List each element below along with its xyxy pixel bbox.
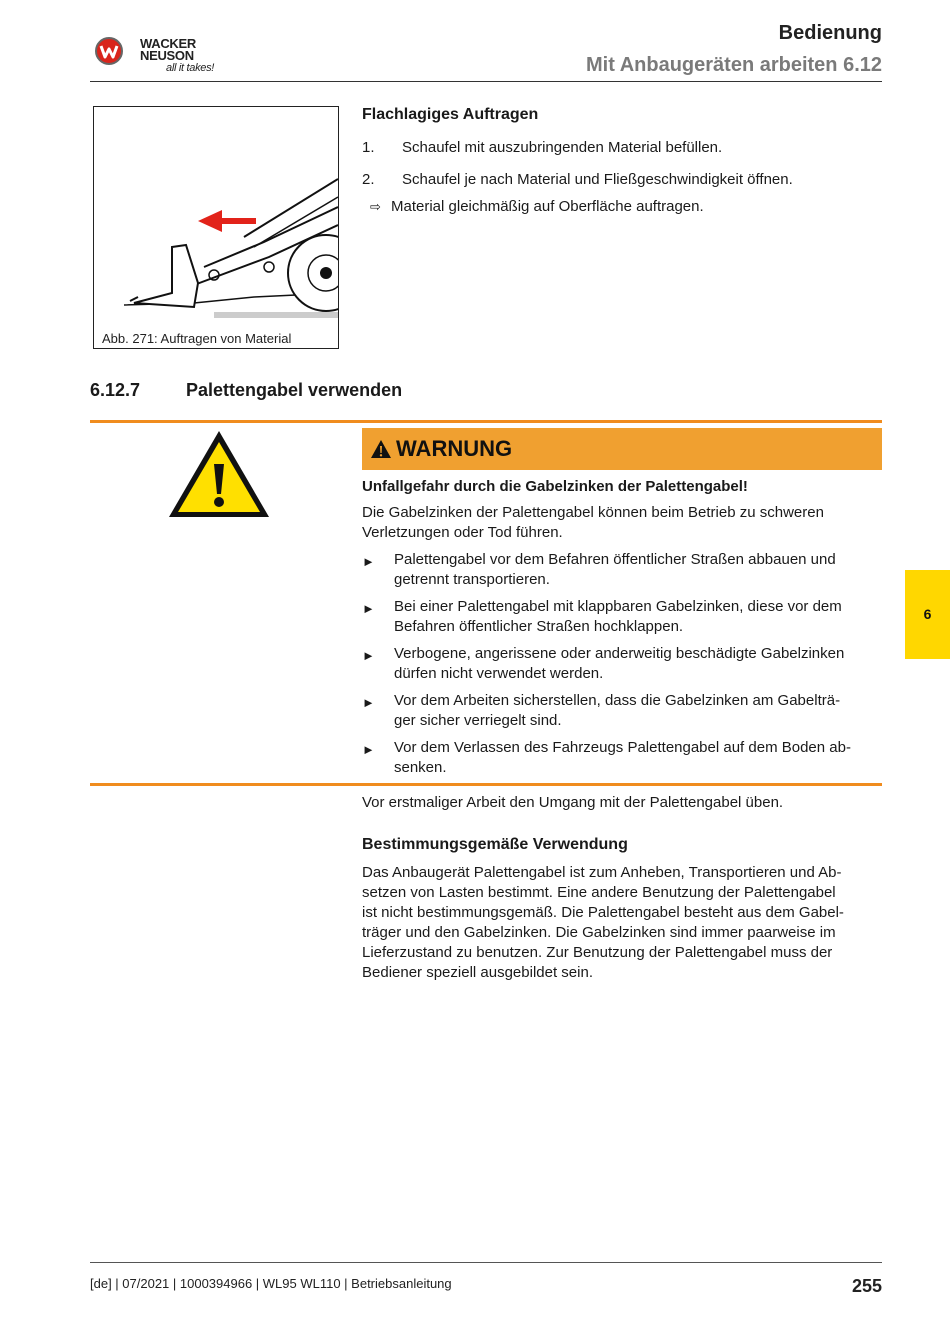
bullet-line: Befahren öffentlicher Straßen hochklappen. xyxy=(394,618,684,635)
bullet-line: Bei einer Palettengabel mit klappbaren Gabelzinken, diese vor dem xyxy=(394,598,842,615)
flat-heading: Flachlagiges Auftragen xyxy=(362,106,539,123)
step-number: 2. xyxy=(362,171,375,188)
intended-use-line: ist nicht bestimmungsgemäß. Die Palettengabel besteht aus dem Gabel- xyxy=(362,904,844,921)
bullet-arrow-icon: ► xyxy=(362,648,375,663)
intended-use-heading: Bestimmungsgemäße Verwendung xyxy=(362,836,628,853)
intended-use-line: setzen von Lasten bestimmt. Eine andere Benutzung der Palettengabel xyxy=(362,884,836,901)
header-section: Mit Anbaugeräten arbeiten 6.12 xyxy=(586,54,882,76)
step-1 xyxy=(362,138,882,158)
result-text: Material gleichmäßig auf Oberfläche auftragen. xyxy=(391,198,704,215)
warning-bullet xyxy=(362,644,882,684)
section-number: 6.12.7 xyxy=(90,380,141,400)
bullet-arrow-icon: ► xyxy=(362,601,375,616)
warning-label: WARNUNG xyxy=(396,436,513,461)
page-number: 255 xyxy=(851,1276,882,1296)
warning-bar xyxy=(362,428,882,470)
wacker-neuson-logo-icon xyxy=(94,36,134,76)
brand-text xyxy=(140,38,230,74)
result-arrow-icon: ⇨ xyxy=(370,199,381,214)
warning-bullet xyxy=(362,597,882,637)
intended-use-line: Bediener speziell ausgebildet sein. xyxy=(362,964,593,981)
warning-bullet xyxy=(362,550,882,590)
chapter-tab-label: 6 xyxy=(923,606,932,622)
bullet-line: senken. xyxy=(394,759,447,776)
section-title: Palettengabel verwenden xyxy=(186,380,403,400)
warning-top-rule xyxy=(90,420,882,423)
figure-frame xyxy=(93,106,339,349)
step-2 xyxy=(362,170,882,190)
bullet-line: getrennt transportieren. xyxy=(394,571,550,588)
footer-divider xyxy=(90,1262,882,1263)
bullet-line: ger sicher verriegelt sind. xyxy=(394,712,562,729)
brand-tagline: all it takes! xyxy=(166,62,215,74)
chapter-tab xyxy=(905,570,950,659)
loader-illustration xyxy=(94,107,338,348)
bullet-line: dürfen nicht verwendet werden. xyxy=(394,665,604,682)
bullet-arrow-icon: ► xyxy=(362,742,375,757)
header-chapter: Bedienung xyxy=(778,22,882,44)
warning-bullet xyxy=(362,738,882,778)
practice-note: Vor erstmaliger Arbeit den Umgang mit der Palettengabel üben. xyxy=(362,794,784,811)
bullet-line: Vor dem Verlassen des Fahrzeugs Palettengabel auf dem Boden ab- xyxy=(394,739,851,756)
bullet-arrow-icon: ► xyxy=(362,695,375,710)
warning-small-icon xyxy=(370,439,392,459)
step-text: Schaufel mit auszubringenden Material befüllen. xyxy=(402,139,723,156)
warning-body-line-2: Verletzungen oder Tod führen. xyxy=(362,524,563,541)
bullet-line: Verbogene, angerissene oder anderweitig beschädigte Gabelzinken xyxy=(394,645,845,662)
warning-triangle-icon xyxy=(166,428,272,520)
bullet-arrow-icon: ► xyxy=(362,554,375,569)
warning-bottom-rule xyxy=(90,783,882,786)
figure-caption: Abb. 271: Auftragen von Material xyxy=(102,331,292,346)
intended-use-line: Das Anbaugerät Palettengabel ist zum Anheben, Transportieren und Ab- xyxy=(362,864,842,881)
intended-use-line: träger und den Gabelzinken. Die Gabelzinken sind immer paarweise im xyxy=(362,924,836,941)
intended-use-line: Lieferzustand zu benutzen. Zur Benutzung der Palettengabel muss der xyxy=(362,944,833,961)
header-divider xyxy=(90,81,882,82)
step-text: Schaufel je nach Material und Fließgeschwindigkeit öffnen. xyxy=(402,171,793,188)
brand-name: WACKER NEUSON xyxy=(140,36,196,63)
bullet-line: Vor dem Arbeiten sicherstellen, dass die Gabelzinken am Gabelträ- xyxy=(394,692,841,709)
warning-headline: Unfallgefahr durch die Gabelzinken der Palettengabel! xyxy=(362,478,748,495)
footer-text: [de] | 07/2021 | 1000394966 | WL95 WL110 | Betriebsanleitung xyxy=(90,1276,452,1291)
bullet-line: Palettengabel vor dem Befahren öffentlicher Straßen abbauen und xyxy=(394,551,836,568)
step-result xyxy=(362,197,882,217)
step-number: 1. xyxy=(362,139,375,156)
warning-bullet xyxy=(362,691,882,731)
warning-body-line-1: Die Gabelzinken der Palettengabel können beim Betrieb zu schweren xyxy=(362,504,824,521)
